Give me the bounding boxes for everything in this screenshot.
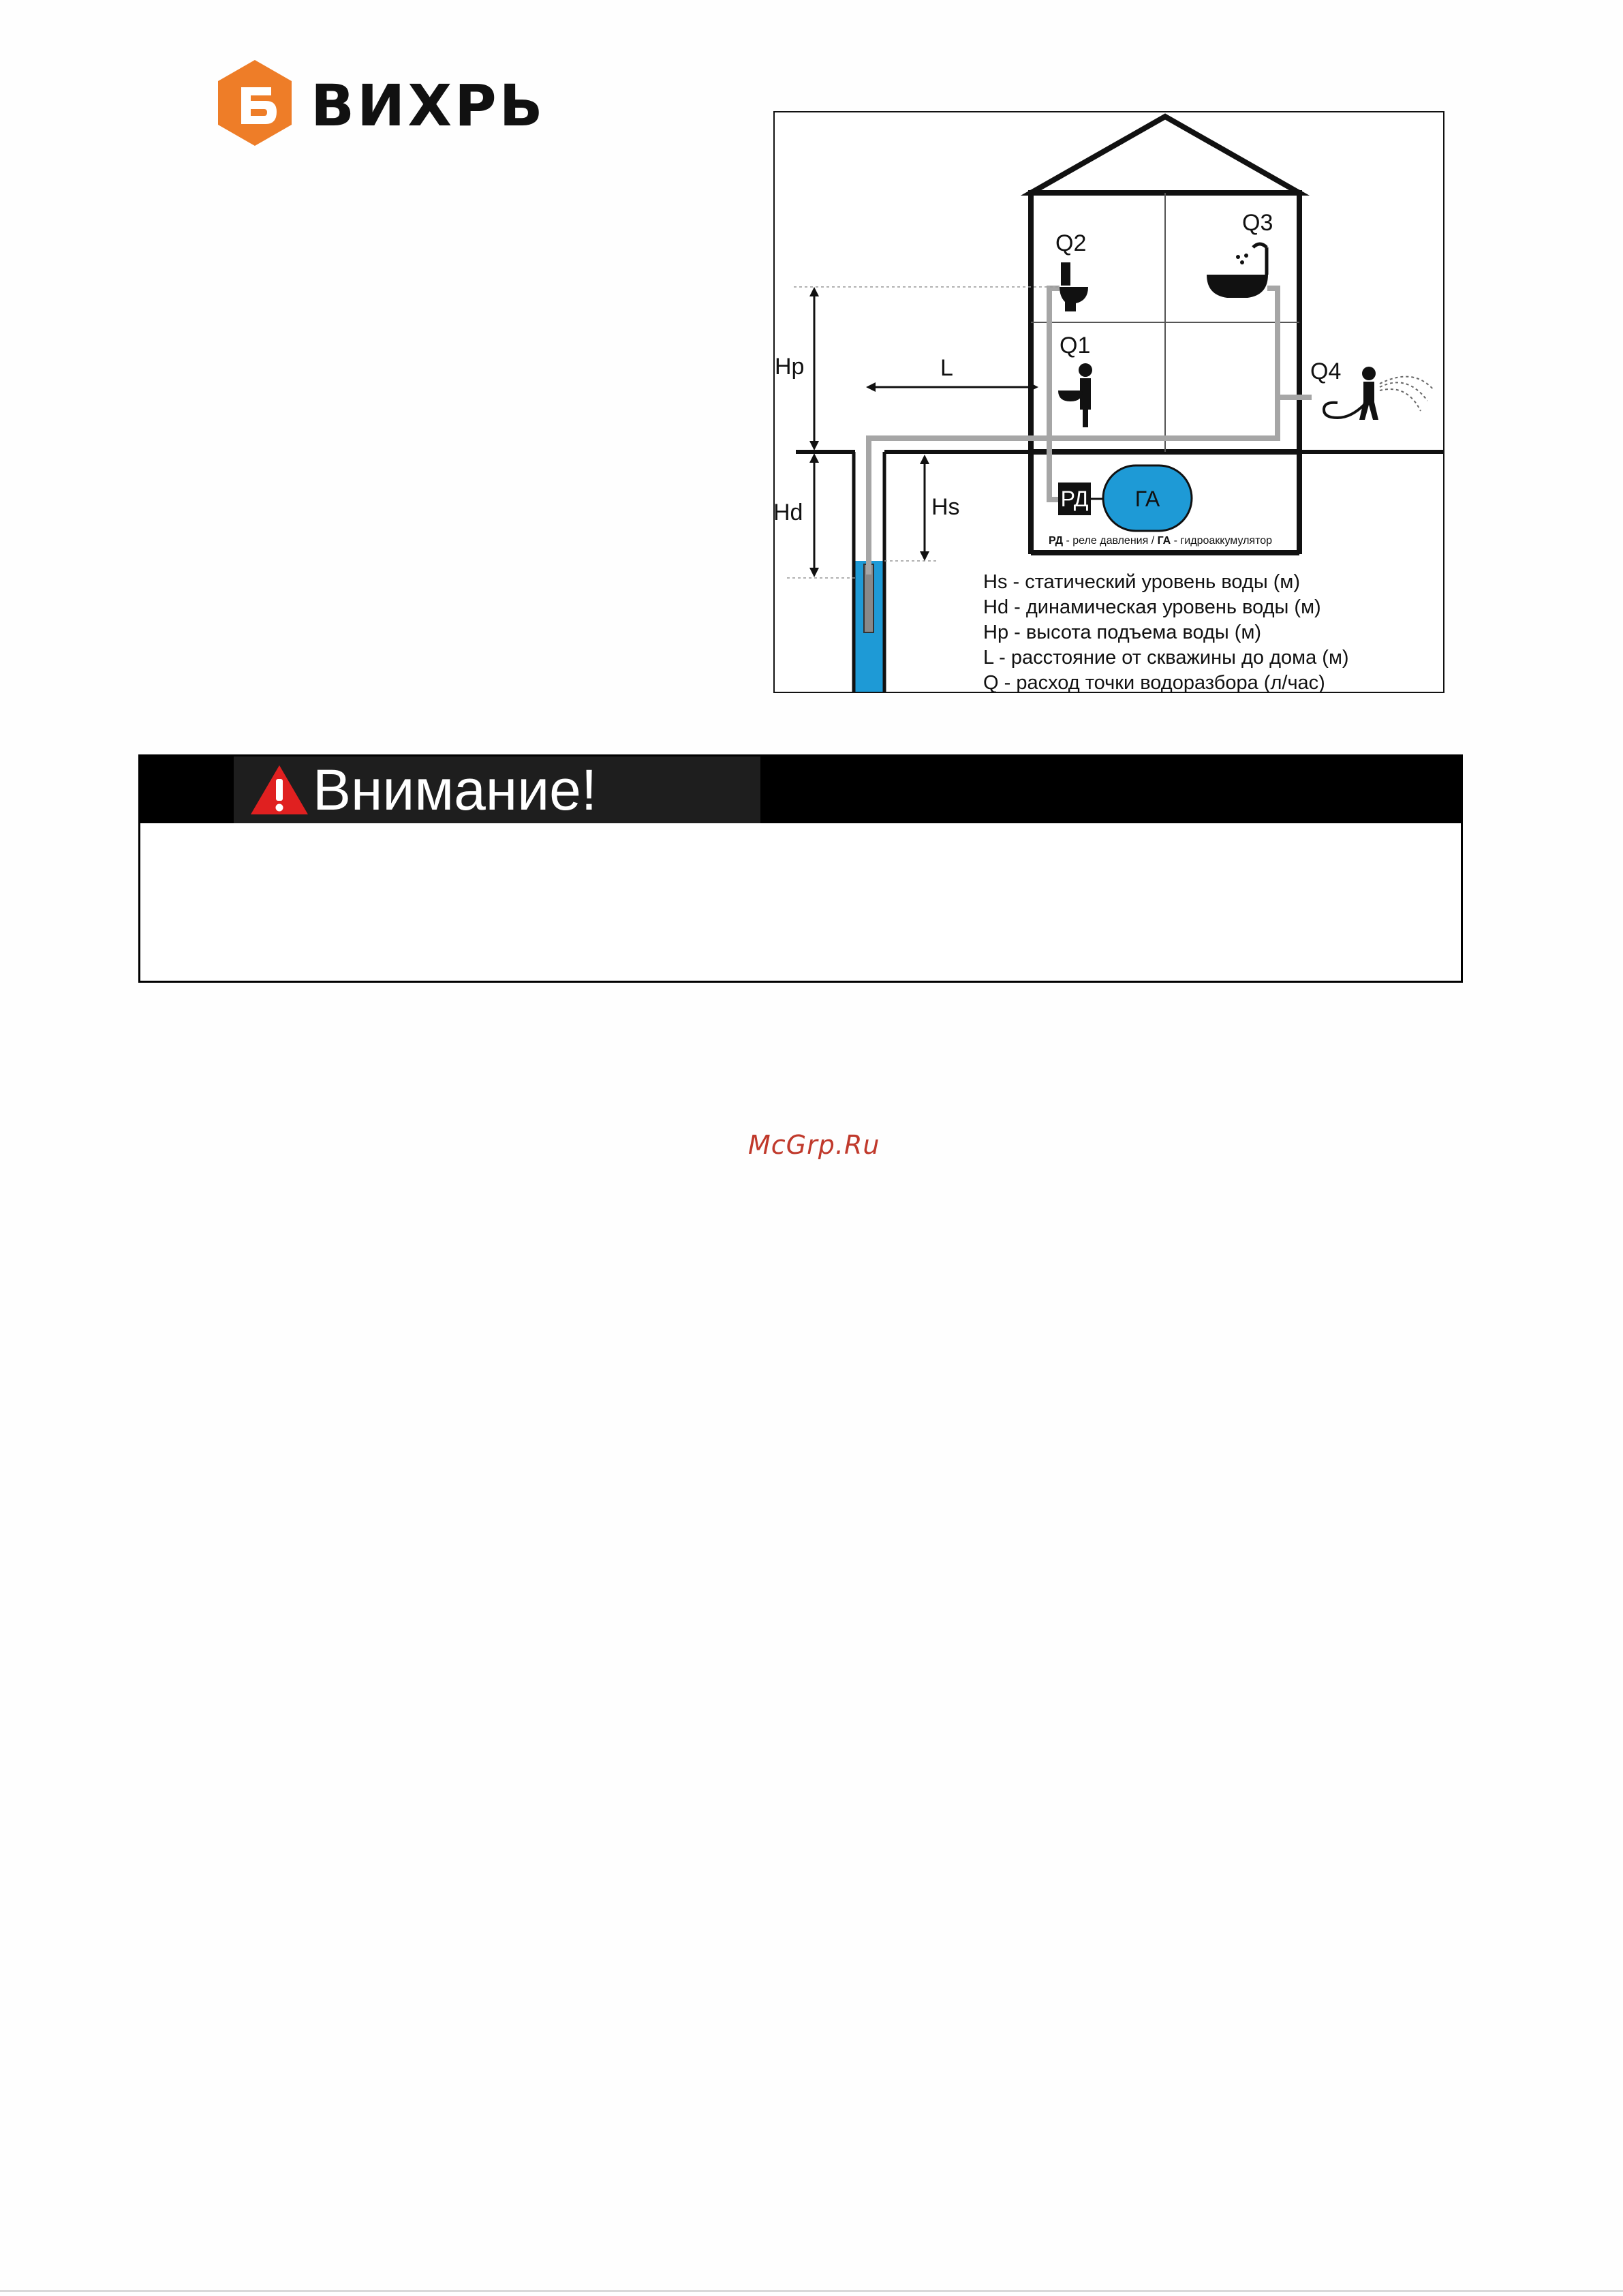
svg-text:Q1: Q1	[1060, 333, 1091, 358]
svg-text:Hd: Hd	[773, 500, 803, 525]
svg-text:Hp: Hp	[775, 354, 805, 380]
svg-text:РД: РД	[1060, 487, 1089, 511]
svg-text:ГА: ГА	[1134, 487, 1160, 511]
warning-triangle-icon	[249, 763, 310, 817]
water-supply-scheme	[773, 111, 1444, 693]
logo-wordmark: ВИХРЬ	[311, 72, 546, 139]
legend-hs: Hs - статический уровень воды (м)	[983, 571, 1300, 593]
svg-text:РД - реле давления / ГА - гидр: РД - реле давления / ГА - гидроаккумулятор	[1049, 535, 1273, 547]
svg-text:Q3: Q3	[1242, 210, 1273, 236]
page-bottom-line	[0, 2290, 1623, 2292]
svg-text:L: L	[940, 355, 953, 381]
warning-box	[138, 754, 1463, 983]
legend-q: Q - расход точки водоразбора (л/час)	[983, 672, 1325, 693]
watermark: McGrp.Ru	[748, 1130, 880, 1160]
warning-title: Внимание!	[313, 758, 598, 822]
vikhr-logo	[217, 59, 571, 147]
warning-header	[234, 756, 760, 823]
legend-l: L - расстояние от скважины до дома (м)	[983, 647, 1349, 669]
legend-hd: Hd - динамическая уровень воды (м)	[983, 596, 1321, 618]
legend-hp: Hp - высота подъема воды (м)	[983, 622, 1262, 643]
svg-text:Q4: Q4	[1310, 358, 1342, 384]
svg-text:Q2: Q2	[1055, 230, 1087, 256]
svg-text:Hs: Hs	[931, 494, 960, 520]
